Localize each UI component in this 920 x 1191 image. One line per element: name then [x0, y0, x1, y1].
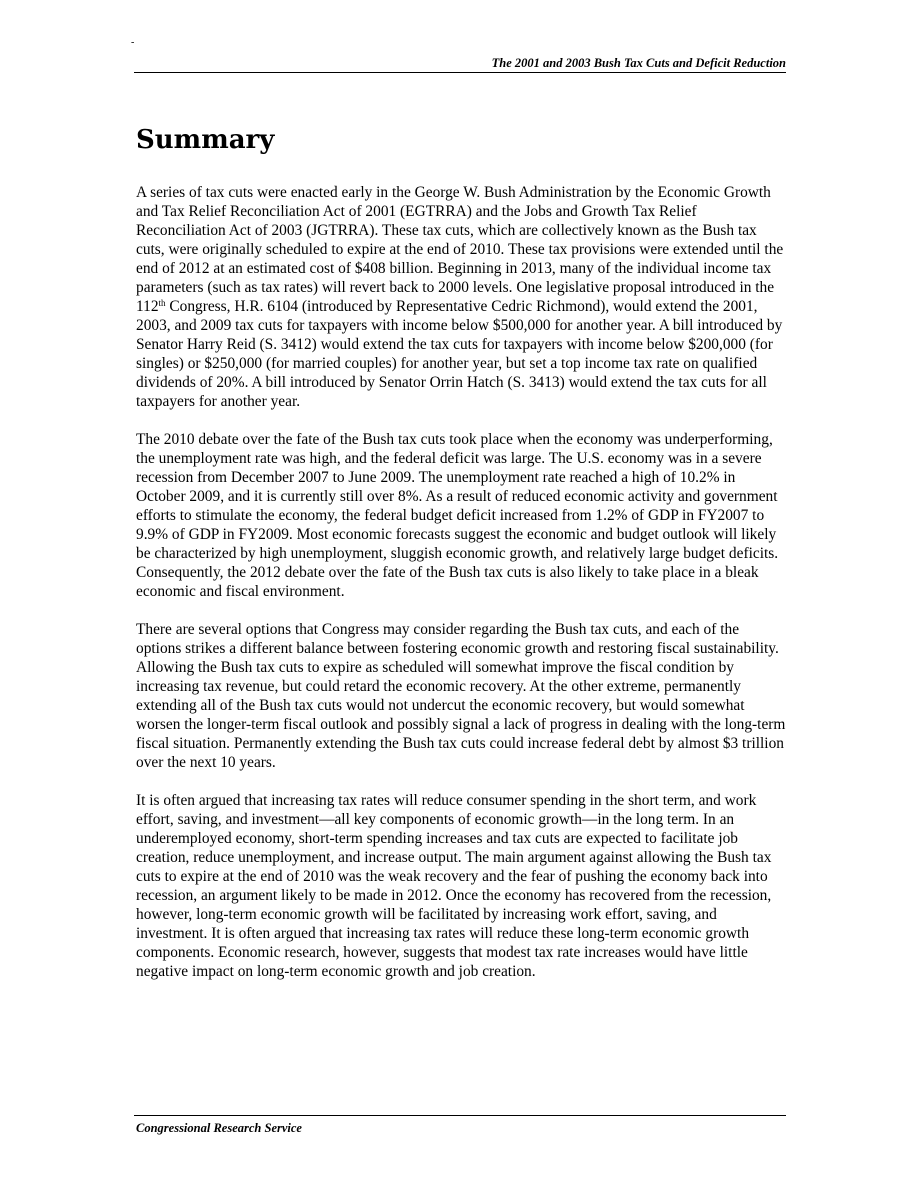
summary-paragraph-2: The 2010 debate over the fate of the Bush tax cuts took place when the economy was underperforming, the unemployment rate was high, and the federal deficit was large. The U.S. economy was in a severe recession from December 2007 to June 2009. The unemployment rate reached a high of 10.2% in October 2009, and it is currently still over 8%. As a result of reduced economic activity and government efforts to stimulate the economy, the federal budget deficit increased from 1.2% of GDP in FY2007 to 9.9% of GDP in FY2009. Most economic forecasts suggest the economic and budget outlook will likely be characterized by high unemployment, sluggish economic growth, and relatively large budget deficits. Consequently, the 2012 debate over the fate of the Bush tax cuts is also likely to take place in a bleak economic and fiscal environment. — [136, 431, 779, 600]
paragraph-1-text-b: Congress, H.R. 6104 (introduced by Representative Cedric Richmond), would extend the 2001, 2003, and 2009 tax cuts for taxpayers with income below $500,000 for another year. A bill introduced by Senator Harry Reid (S. 3412) would extend the tax cuts for taxpayers with income below $200,000 (for singles) or $250,000 (for married couples) for another year, but set a top income tax rate on qualified dividends of 20%. A bill introduced by Senator Orrin Hatch (S. 3413) would extend the tax cuts for all taxpayers for another year. — [136, 298, 783, 410]
page-content — [136, 122, 788, 1000]
ordinal-superscript: th — [158, 298, 166, 308]
summary-paragraph-1 — [136, 183, 788, 411]
footer-rule — [134, 1115, 786, 1116]
summary-paragraph-4: It is often argued that increasing tax rates will reduce consumer spending in the short term, and work effort, saving, and investment—all key components of economic growth—in the long term. In an underemployed economy, short-term spending increases and tax cuts are expected to facilitate job creation, reduce unemployment, and increase output. The main argument against allowing the Bush tax cuts to expire at the end of 2010 was the weak recovery and the fear of pushing the economy back into recession, an argument likely to be made in 2012. Once the economy has recovered from the recession, however, long-term economic growth will be facilitated by increasing work effort, saving, and investment. It is often argued that increasing tax rates will reduce these long-term economic growth components. Economic research, however, suggests that modest tax rate increases would have little negative impact on long-term economic growth and job creation. — [136, 792, 772, 980]
running-footer: Congressional Research Service — [136, 1121, 302, 1135]
running-header: The 2001 and 2003 Bush Tax Cuts and Deficit Reduction — [491, 56, 786, 70]
header-rule — [134, 72, 786, 73]
summary-heading: Summary — [136, 125, 275, 155]
paragraph-1-text-a: A series of tax cuts were enacted early in the George W. Bush Administration by the Economic Growth and Tax Relief Reconciliation Act of 2001 (EGTRRA) and the Jobs and Growth Tax Relief Reconciliation Act of 2003 (JGTRRA). These tax cuts, which are collectively known as the Bush tax cuts, were originally scheduled to expire at the end of 2010. These tax provisions were extended until the end of 2012 at an estimated cost of $408 billion. Beginning in 2013, many of the individual income tax parameters (such as tax rates) will revert back to 2000 levels. One legislative proposal introduced in the 112 — [136, 184, 784, 315]
page-corner-mark: - — [131, 37, 135, 48]
summary-paragraph-3: There are several options that Congress may consider regarding the Bush tax cuts, and each of the options strikes a different balance between fostering economic growth and restoring fiscal sustainability. Allowing the Bush tax cuts to expire as scheduled will somewhat improve the fiscal condition by increasing tax revenue, but could retard the economic recovery. At the other extreme, permanently extending all of the Bush tax cuts would not undercut the economic recovery, but would somewhat worsen the longer-term fiscal outlook and possibly signal a lack of progress in dealing with the long-term fiscal situation. Permanently extending the Bush tax cuts could increase federal debt by almost $3 trillion over the next 10 years. — [136, 621, 786, 771]
